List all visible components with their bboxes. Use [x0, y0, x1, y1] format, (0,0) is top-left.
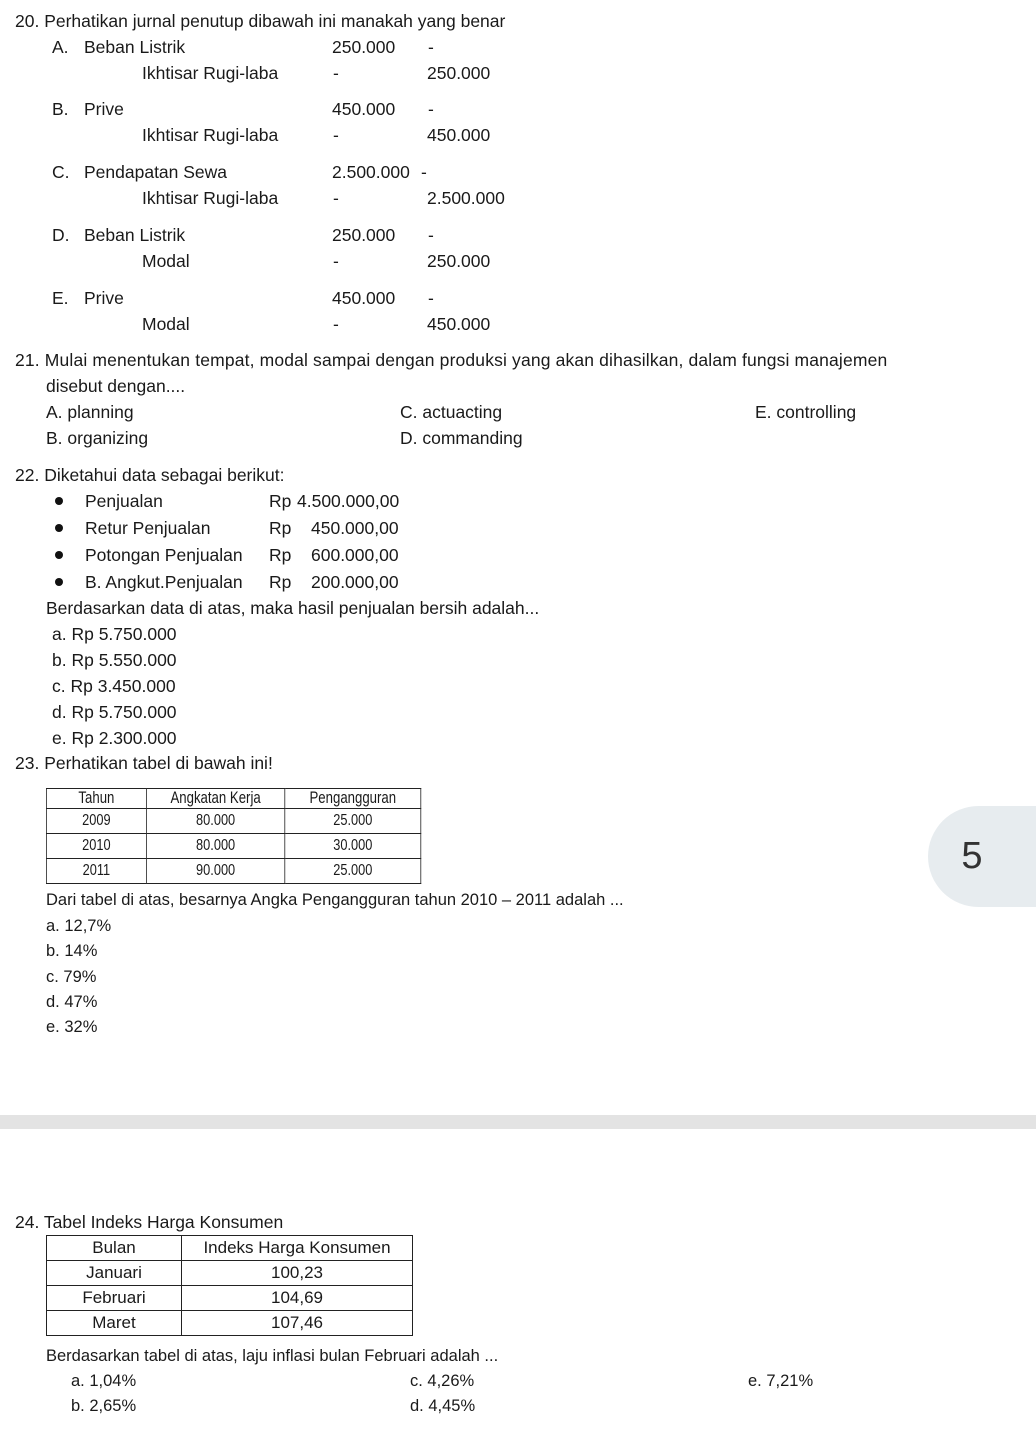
q22-data-currency: Rp	[269, 572, 292, 592]
table-header-row	[47, 1236, 413, 1261]
q20-option-c-dash: -	[421, 162, 427, 182]
page-number: 5	[961, 835, 983, 877]
q21-question: 21. Mulai menentukan tempat, modal sampai dengan produksi yang akan dihasilkan, dalam fungsi manajemen	[15, 350, 888, 370]
q20-option-a-dash: -	[333, 63, 339, 83]
q20-option-b-credit-amount: 450.000	[427, 125, 491, 145]
q24-table	[46, 1235, 413, 1336]
table-header: Indeks Harga Konsumen	[182, 1236, 413, 1261]
q24-question: 24. Tabel Indeks Harga Konsumen	[15, 1212, 284, 1232]
q22-data-currency: Rp	[269, 545, 292, 565]
table-cell: 104,69	[182, 1286, 413, 1311]
table-cell: Maret	[47, 1311, 182, 1336]
q23-prompt: Dari tabel di atas, besarnya Angka Pengangguran tahun 2010 – 2011 adalah ...	[46, 891, 624, 909]
table-row	[46, 809, 420, 834]
q22-option-b[interactable]: b. Rp 5.550.000	[52, 650, 177, 670]
table-header: Pengangguran	[285, 789, 421, 809]
q22-data-label: B. Angkut.Penjualan	[85, 572, 243, 592]
q20-option-c-debit-amount: 2.500.000	[332, 162, 410, 182]
q20-option-b-letter: B.	[52, 99, 69, 119]
table-row	[47, 1286, 413, 1311]
q20-option-c-debit-account: Pendapatan Sewa	[84, 162, 228, 182]
q20-option-b-dash: -	[333, 125, 339, 145]
table-cell: 2010	[46, 834, 146, 859]
table-cell: 107,46	[182, 1311, 413, 1336]
q24-option-b[interactable]: b. 2,65%	[71, 1397, 137, 1415]
bullet-icon	[55, 497, 63, 505]
table-cell: 30.000	[285, 834, 421, 859]
table-cell: 80.000	[146, 809, 284, 834]
q20-option-c-credit-account: Ikhtisar Rugi-laba	[142, 188, 279, 208]
q20-option-e-dash: -	[428, 288, 434, 308]
q22-data-value: 4.500.000,00	[297, 491, 400, 511]
q23-question: 23. Perhatikan tabel di bawah ini!	[15, 753, 273, 773]
table-cell: 2011	[46, 859, 146, 884]
q20-option-a-credit-account: Ikhtisar Rugi-laba	[142, 63, 279, 83]
table-row	[46, 834, 420, 859]
q20-option-e-letter: E.	[52, 288, 69, 308]
table-cell: 25.000	[285, 859, 421, 884]
q20-option-b-dash: -	[428, 99, 434, 119]
q21-option-d[interactable]: D. commanding	[400, 428, 523, 448]
table-header: Angkatan Kerja	[146, 789, 284, 809]
q20-option-e-debit-amount: 450.000	[332, 288, 396, 308]
q20-option-d-credit-account: Modal	[142, 251, 190, 271]
table-header-row	[46, 789, 420, 809]
q23-option-a[interactable]: a. 12,7%	[46, 917, 112, 935]
q20-option-a-debit-account: Beban Listrik	[84, 37, 186, 57]
table-cell: 80.000	[146, 834, 284, 859]
table-cell: Januari	[47, 1261, 182, 1286]
q22-prompt: Berdasarkan data di atas, maka hasil penjualan bersih adalah...	[46, 598, 540, 618]
q20-option-c-letter: C.	[52, 162, 70, 182]
q22-option-c[interactable]: c. Rp 3.450.000	[52, 676, 176, 696]
q22-option-e[interactable]: e. Rp 2.300.000	[52, 728, 177, 748]
q22-option-d[interactable]: d. Rp 5.750.000	[52, 702, 177, 722]
q20-option-b-debit-amount: 450.000	[332, 99, 396, 119]
table-header: Bulan	[47, 1236, 182, 1261]
q23-option-b[interactable]: b. 14%	[46, 942, 98, 960]
q20-option-a-credit-amount: 250.000	[427, 63, 491, 83]
bullet-icon	[55, 551, 63, 559]
q20-option-d-debit-account: Beban Listrik	[84, 225, 186, 245]
page-divider	[0, 1115, 1036, 1129]
q22-data-value: 200.000,00	[311, 572, 399, 592]
table-cell: 90.000	[146, 859, 284, 884]
table-row	[47, 1261, 413, 1286]
q22-data-value: 450.000,00	[311, 518, 399, 538]
q22-option-a[interactable]: a. Rp 5.750.000	[52, 624, 177, 644]
q20-option-e-dash: -	[333, 314, 339, 334]
q24-option-e[interactable]: e. 7,21%	[748, 1372, 814, 1390]
q20-option-d-dash: -	[333, 251, 339, 271]
q20-option-a-letter: A.	[52, 37, 69, 57]
table-cell: Februari	[47, 1286, 182, 1311]
q20-option-d-letter: D.	[52, 225, 70, 245]
bullet-icon	[55, 578, 63, 586]
bullet-icon	[55, 524, 63, 532]
table-cell: 25.000	[285, 809, 421, 834]
table-header: Tahun	[46, 789, 146, 809]
q21-option-c[interactable]: C. actuacting	[400, 402, 503, 422]
q20-option-d-debit-amount: 250.000	[332, 225, 396, 245]
q20-option-c-dash: -	[333, 188, 339, 208]
page-number-badge	[928, 806, 1036, 907]
q23-option-d[interactable]: d. 47%	[46, 993, 98, 1011]
q20-option-d-credit-amount: 250.000	[427, 251, 491, 271]
q20-option-e-debit-account: Prive	[84, 288, 124, 308]
q22-data-value: 600.000,00	[311, 545, 399, 565]
q22-data-label: Retur Penjualan	[85, 518, 211, 538]
q24-prompt: Berdasarkan tabel di atas, laju inflasi bulan Februari adalah ...	[46, 1347, 499, 1365]
q24-option-d[interactable]: d. 4,45%	[410, 1397, 476, 1415]
q21-option-b[interactable]: B. organizing	[46, 428, 149, 448]
table-row	[46, 859, 420, 884]
q20-option-b-credit-account: Ikhtisar Rugi-laba	[142, 125, 279, 145]
q22-question: 22. Diketahui data sebagai berikut:	[15, 465, 285, 485]
q23-option-c[interactable]: c. 79%	[46, 968, 97, 986]
q20-option-c-credit-amount: 2.500.000	[427, 188, 505, 208]
q20-option-b-debit-account: Prive	[84, 99, 124, 119]
q20-option-a-debit-amount: 250.000	[332, 37, 396, 57]
table-row	[47, 1311, 413, 1336]
q21-option-e[interactable]: E. controlling	[755, 402, 857, 422]
q20-option-e-credit-account: Modal	[142, 314, 190, 334]
q20-option-a-dash: -	[428, 37, 434, 57]
q22-data-label: Penjualan	[85, 491, 163, 511]
q23-table	[46, 788, 421, 884]
q24-option-a[interactable]: a. 1,04%	[71, 1372, 137, 1390]
q20-question: 20. Perhatikan jurnal penutup dibawah ini manakah yang benar	[15, 11, 506, 31]
q22-data-label: Potongan Penjualan	[85, 545, 243, 565]
q21-question-continued: disebut dengan....	[46, 376, 186, 396]
table-cell: 100,23	[182, 1261, 413, 1286]
q22-data-currency: Rp	[269, 491, 292, 511]
q20-option-e-credit-amount: 450.000	[427, 314, 491, 334]
q23-option-e[interactable]: e. 32%	[46, 1018, 98, 1036]
q20-option-d-dash: -	[428, 225, 434, 245]
table-cell: 2009	[46, 809, 146, 834]
q24-option-c[interactable]: c. 4,26%	[410, 1372, 475, 1390]
q22-data-currency: Rp	[269, 518, 292, 538]
q21-option-a[interactable]: A. planning	[46, 402, 134, 422]
